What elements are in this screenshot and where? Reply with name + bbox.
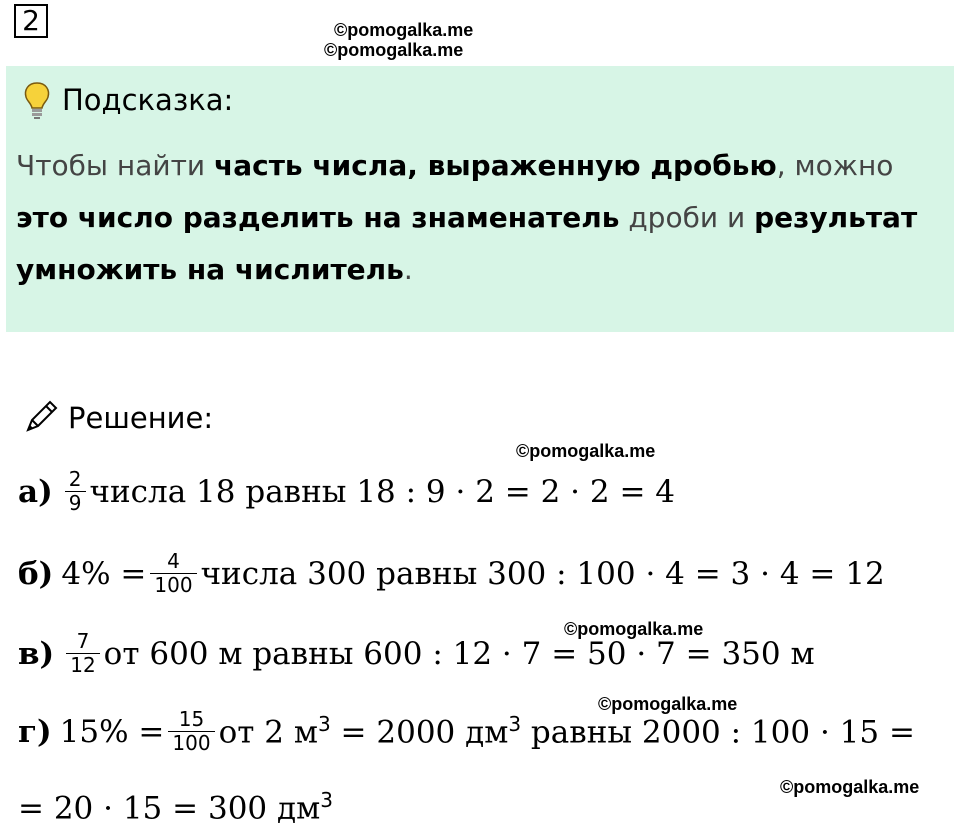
fraction-numerator: 15 [178, 707, 205, 731]
fraction-numerator: 7 [76, 629, 90, 653]
hint-text-part: , можно [776, 149, 894, 182]
solution-title-text: Решение: [68, 401, 214, 435]
hint-text-bold: результат умножить на числитель [16, 201, 918, 286]
hint-text-bold: это число разделить на знаменатель [16, 201, 620, 234]
fraction [67, 468, 84, 515]
hint-text-bold: часть числа, выраженную дробью [213, 149, 777, 182]
watermark: ©pomogalka.me [324, 40, 464, 60]
hint-text-part: дроби и [619, 201, 755, 234]
fraction [170, 708, 212, 755]
solution-text: от 2 $м^3 = 2000$ $дм^3$ равны 2000 : 100 · 15 = [218, 712, 915, 751]
solution-line-g-cont [18, 788, 333, 826]
hint-text-part: Чтобы найти [16, 149, 214, 182]
item-label: б) [18, 555, 54, 592]
fraction-denominator: 9 [68, 491, 82, 515]
solution-line-a [18, 468, 675, 515]
fraction-denominator: 100 [154, 573, 193, 597]
fraction-denominator: 100 [172, 731, 211, 755]
solution-line-b [18, 550, 885, 597]
solution-title [20, 398, 213, 438]
solution-text: числа 18 равны 18 : 9 · 2 = 2 · 2 = 4 [89, 473, 676, 510]
hint-title-text: Подсказка: [62, 83, 234, 117]
pencil-icon [20, 398, 60, 438]
solution-text: от 600 м равны 600 : 12 · 7 = 50 · 7 = 350 м [103, 635, 815, 672]
solution-text: числа 300 равны 300 : 100 · 4 = 3 · 4 = 12 [200, 555, 885, 592]
watermark: ©pomogalka.me [516, 441, 656, 461]
item-label: а) [18, 473, 53, 510]
hint-box [6, 66, 954, 332]
solution-text: 15% = [59, 713, 165, 750]
task-number: 2 [14, 4, 48, 38]
solution-text: = 20 · 15 = 300 $дм^3$ [18, 788, 333, 827]
fraction [68, 630, 97, 677]
item-label: в) [18, 635, 55, 672]
solution-line-v [18, 630, 815, 677]
item-label: г) [18, 713, 52, 750]
hint-text-part: . [403, 253, 413, 286]
watermark: ©pomogalka.me [334, 20, 474, 40]
fraction-numerator: 4 [167, 549, 180, 573]
watermark: ©pomogalka.me [564, 619, 704, 639]
watermark: ©pomogalka.me [780, 777, 920, 797]
fraction-numerator: 2 [68, 467, 82, 491]
watermark: ©pomogalka.me [598, 694, 738, 714]
solution-text: 4% = [61, 555, 147, 592]
hint-title [22, 80, 233, 120]
solution-line-g [18, 708, 915, 755]
hint-text [16, 140, 936, 296]
lightbulb-icon [22, 80, 52, 120]
fraction [152, 550, 194, 597]
fraction-denominator: 12 [70, 653, 96, 677]
